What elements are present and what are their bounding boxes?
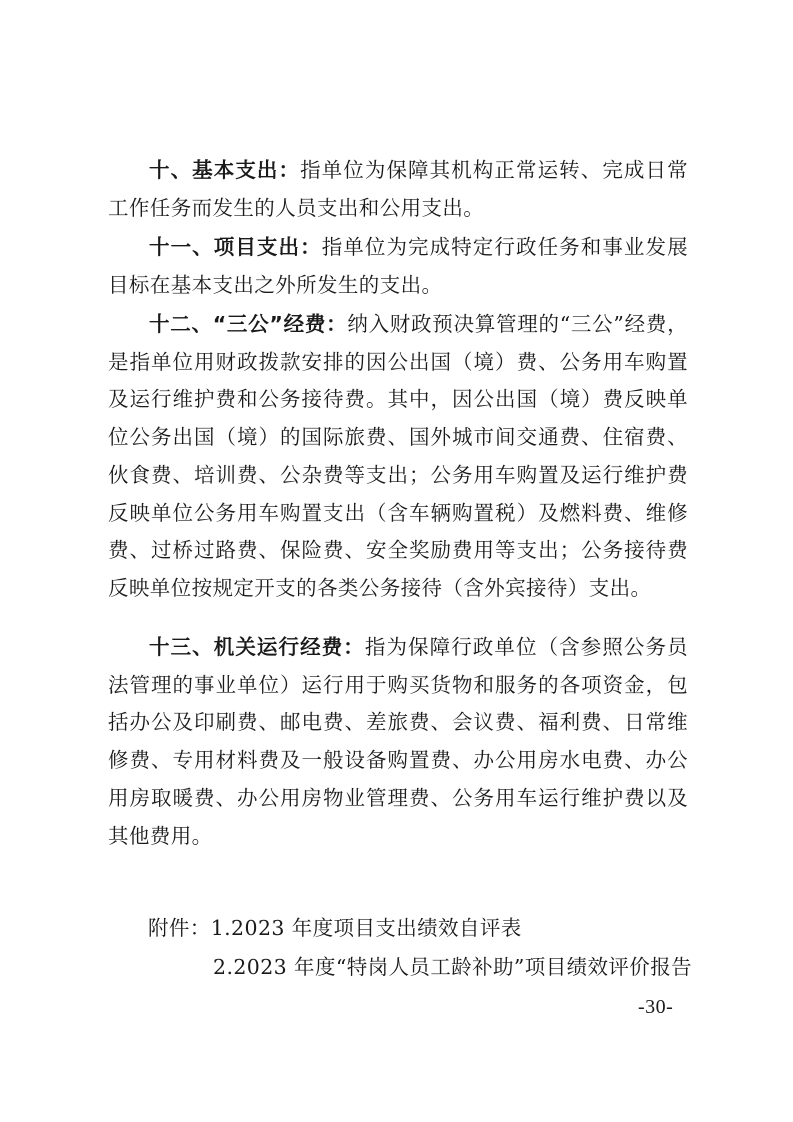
definition-text: 指单位为保障其机构正常运转、完成日常工作任务而发生的人员支出和公用支出。 bbox=[108, 158, 688, 220]
definition-agency-operating-expenses bbox=[108, 629, 688, 855]
definition-text: 指为保障行政单位（含参照公务员法管理的事业单位）运行用于购买货物和服务的各项资金，包括办公及印刷费、邮电费、差旅费、会议费、福利费、日常维修费、专用材料费及一般设备购置费、办公用房水电费、办公用房取暖费、办公用房物业管理费、公务用车运行维护费以及其他费用。 bbox=[108, 635, 688, 848]
attachment-item-1: 1.2023 年度项目支出绩效自评表 bbox=[210, 916, 522, 940]
definition-three-public-expenses bbox=[108, 306, 688, 608]
definition-text: 纳入财政预决算管理的“三公”经费，是指单位用财政拨款安排的因公出国（境）费、公务用车购置及运行维护费和公务接待费。其中，因公出国（境）费反映单位公务出国（境）的国际旅费、国外城市间交通费、住宿费、伙食费、培训费、公杂费等支出；公务用车购置及运行维护费反映单位公务用车购置支出（含车辆购置税）及燃料费、维修费、过桥过路费、保险费、安全奖励费用等支出；公务接待费反映单位按规定开支的各类公务接待（含外宾接待）支出。 bbox=[108, 312, 688, 600]
page-number: -30- bbox=[638, 996, 674, 1018]
definition-text: 指单位为完成特定行政任务和事业发展目标在基本支出之外所发生的支出。 bbox=[108, 235, 688, 297]
attachment-item-2: 2.2023 年度“特岗人员工龄补助”项目绩效评价报告 bbox=[213, 955, 693, 979]
definition-term: 十二、“三公”经费： bbox=[149, 312, 348, 336]
attachment-line-1 bbox=[148, 913, 522, 943]
definition-term: 十三、机关运行经费： bbox=[149, 635, 365, 659]
definition-term: 十、基本支出： bbox=[149, 158, 301, 182]
attachment-line-2 bbox=[213, 952, 692, 982]
definition-project-expenditure bbox=[108, 229, 688, 304]
attachment-label: 附件： bbox=[148, 916, 211, 940]
definition-basic-expenditure bbox=[108, 152, 688, 227]
definition-term: 十一、项目支出： bbox=[149, 235, 322, 259]
